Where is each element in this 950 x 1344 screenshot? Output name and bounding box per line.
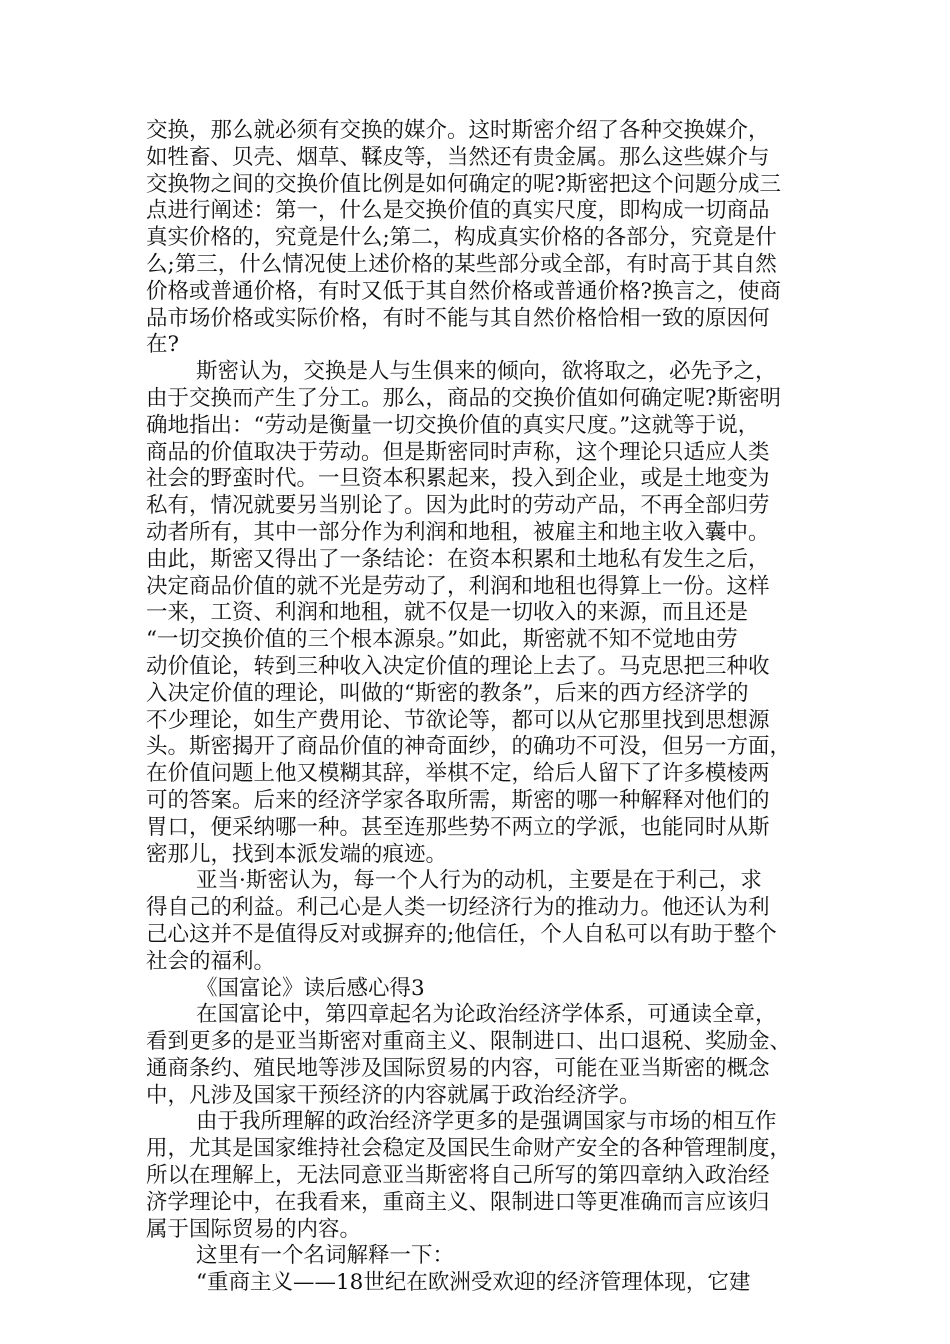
text-line: 商品的价值取决于劳动。但是斯密同时声称，这个理论只适应人类 — [146, 439, 770, 465]
text-line: 交换，那么就必须有交换的媒介。这时斯密介绍了各种交换媒介， — [146, 118, 770, 143]
text-line: 在? — [146, 332, 180, 358]
text-line: 所以在理解上，无法同意亚当斯密将自己所写的第四章纳入政治经 — [146, 1163, 770, 1189]
text-line: 可的答案。后来的经济学家各取所需，斯密的哪一种解释对他们的 — [146, 787, 770, 813]
text-line: 一来，工资、利润和地租，就不仅是一切收入的来源，而且还是 — [146, 600, 749, 626]
text-line: 社会的福利。 — [146, 948, 276, 974]
text-line: 不少理论，如生产费用论、节欲论等，都可以从它那里找到思想源 — [146, 707, 770, 733]
text-line: 胃口，便采纳哪一种。甚至连那些势不两立的学派，也能同时从斯 — [146, 814, 770, 840]
text-line: 社会的野蛮时代。一旦资本积累起来，投入到企业，或是土地变为 — [146, 466, 770, 492]
text-line: 真实价格的，究竟是什么;第二，构成真实价格的各部分，究竟是什 — [146, 225, 777, 251]
text-line: 动价值论，转到三种收入决定价值的理论上去了。马克思把三种收 — [146, 653, 770, 679]
text-line: 由于交换而产生了分工。那么，商品的交换价值如何确定呢?斯密明 — [146, 385, 782, 411]
text-line: 么;第三，什么情况使上述价格的某些部分或全部，有时高于其自然 — [146, 251, 777, 277]
text-line: 在价值问题上他又模糊其辞，举棋不定，给后人留下了许多模棱两 — [146, 761, 770, 787]
text-line: 由此，斯密又得出了一条结论：在资本积累和土地私有发生之后， — [146, 546, 770, 572]
text-line: “重商主义——18世纪在欧洲受欢迎的经济管理体现，它建 — [196, 1270, 751, 1296]
text-line: 入决定价值的理论，叫做的“斯密的教条”，后来的西方经济学的 — [146, 680, 749, 706]
text-line: 中，凡涉及国家干预经济的内容就属于政治经济学。 — [146, 1082, 641, 1108]
text-line: 得自己的利益。利己心是人类一切经济行为的推动力。他还认为利 — [146, 895, 770, 921]
text-line: 这里有一个名词解释一下： — [196, 1243, 455, 1269]
text-line: 交换物之间的交换价值比例是如何确定的呢?斯密把这个问题分成三 — [146, 171, 782, 197]
text-line: 由于我所理解的政治经济学更多的是强调国家与市场的相互作 — [196, 1109, 777, 1135]
text-line: 己心这并不是值得反对或摒弃的;他信任，个人自私可以有助于整个 — [146, 921, 777, 947]
text-line: 价格或普通价格，有时又低于其自然价格或普通价格?换言之，使商 — [146, 278, 782, 304]
text-line: 《国富论》读后感心得3 — [196, 975, 425, 1001]
text-line: 属于国际贸易的内容。 — [146, 1216, 362, 1242]
text-line: 决定商品价值的就不光是劳动了，利润和地租也得算上一份。这样 — [146, 573, 770, 599]
text-line: 点进行阐述：第一，什么是交换价值的真实尺度，即构成一切商品 — [146, 198, 770, 224]
text-line: 用，尤其是国家维持社会稳定及国民生命财产安全的各种管理制度， — [146, 1136, 792, 1162]
text-line: 私有，情况就要另当别论了。因为此时的劳动产品，不再全部归劳 — [146, 493, 770, 519]
text-line: 品市场价格或实际价格，有时不能与其自然价格恰相一致的原因何 — [146, 305, 770, 331]
text-line: 密那儿，找到本派发端的痕迹。 — [146, 841, 448, 867]
text-line: 确地指出：“劳动是衡量一切交换价值的真实尺度。”这就等于说， — [146, 412, 760, 438]
text-line: 看到更多的是亚当斯密对重商主义、限制进口、出口退税、奖励金、 — [146, 1029, 792, 1055]
text-line: 济学理论中，在我看来，重商主义、限制进口等更准确而言应该归 — [146, 1189, 770, 1215]
text-line: 亚当·斯密认为，每一个人行为的动机，主要是在于利己，求 — [196, 868, 762, 894]
text-line: “一切交换价值的三个根本源泉。”如此，斯密就不知不觉地由劳 — [146, 627, 738, 653]
text-line: 通商条约、殖民地等涉及国际贸易的内容，可能在亚当斯密的概念 — [146, 1055, 770, 1081]
text-line: 头。斯密揭开了商品价值的神奇面纱，的确功不可没，但另一方面， — [146, 734, 792, 760]
text-line: 在国富论中，第四章起名为论政治经济学体系，可通读全章， — [196, 1002, 777, 1028]
text-line: 动者所有，其中一部分作为利润和地租，被雇主和地主收入囊中。 — [146, 519, 770, 545]
text-line: 斯密认为，交换是人与生俱来的倾向，欲将取之，必先予之， — [196, 359, 777, 385]
document-page — [146, 118, 810, 1297]
text-line: 如牲畜、贝壳、烟草、鞣皮等，当然还有贵金属。那么这些媒介与 — [146, 144, 770, 170]
